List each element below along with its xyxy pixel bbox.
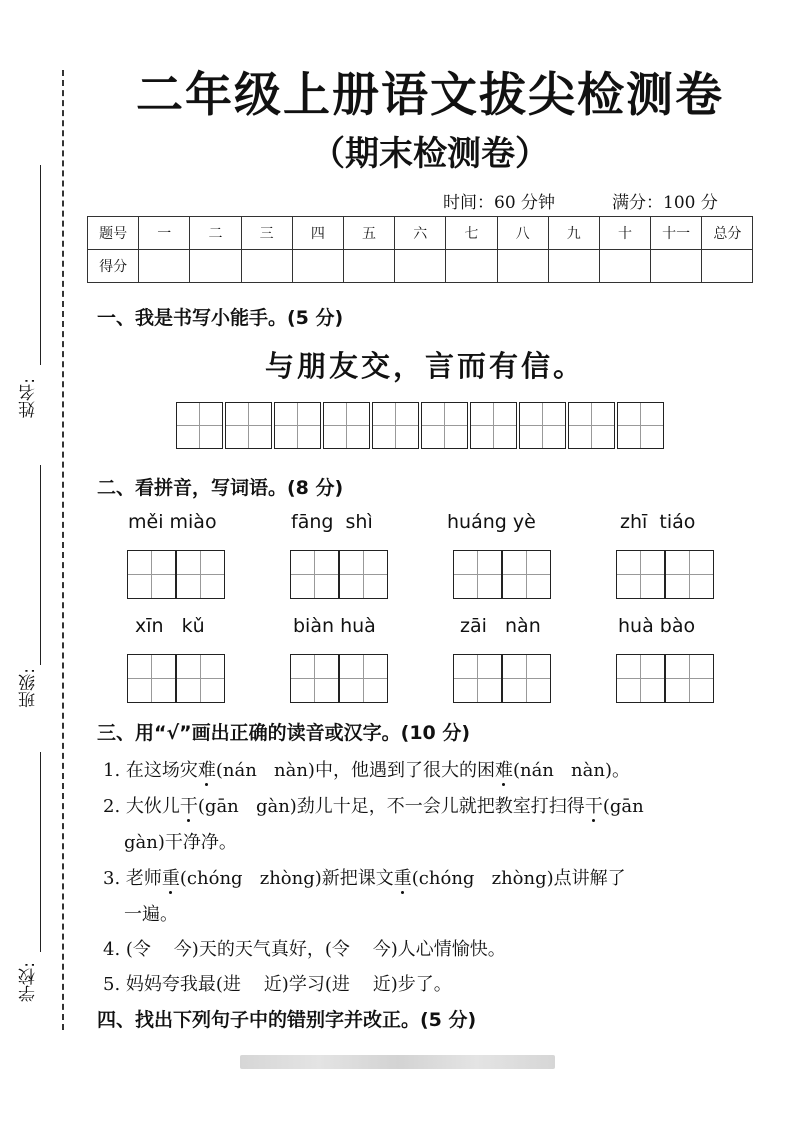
pinyin-label: huà bào bbox=[618, 615, 696, 637]
answer-cell[interactable] bbox=[616, 550, 665, 599]
header-cell: 六 bbox=[395, 217, 446, 250]
score-cell[interactable] bbox=[343, 250, 394, 283]
pinyin-label: fāng shì bbox=[291, 511, 373, 533]
header-cell: 五 bbox=[343, 217, 394, 250]
writing-cell[interactable] bbox=[568, 402, 615, 449]
name-label: 姓名: bbox=[19, 378, 39, 418]
question-3 bbox=[103, 864, 626, 890]
answer-cell[interactable] bbox=[616, 654, 665, 703]
header-cell: 十一 bbox=[651, 217, 702, 250]
page-subtitle: （期末检测卷） bbox=[311, 134, 549, 174]
q2-text: 2. 大伙儿 bbox=[103, 796, 180, 817]
writing-cell[interactable] bbox=[274, 402, 321, 449]
score-cell[interactable] bbox=[702, 250, 753, 283]
q1-options[interactable]: (nán nàn)中，他遇到了很大的困 bbox=[215, 760, 495, 781]
score-table-header-row bbox=[88, 217, 753, 250]
answer-cell[interactable] bbox=[127, 550, 176, 599]
school-label: 学校: bbox=[19, 962, 39, 1002]
writing-cell[interactable] bbox=[617, 402, 664, 449]
answer-cell[interactable] bbox=[339, 654, 388, 703]
header-cell: 二 bbox=[190, 217, 241, 250]
score-cell[interactable] bbox=[651, 250, 702, 283]
answer-box bbox=[290, 654, 388, 703]
score-cell[interactable] bbox=[548, 250, 599, 283]
answer-box bbox=[453, 654, 551, 703]
question-5[interactable]: 5. 妈妈夸我最(进 近)学习(进 近)步了。 bbox=[103, 974, 452, 995]
q3-target-char: 重 bbox=[161, 868, 180, 889]
q1-target-char: 难 bbox=[494, 760, 513, 781]
answer-cell[interactable] bbox=[502, 550, 551, 599]
school-field-line[interactable] bbox=[40, 752, 41, 952]
writing-cell[interactable] bbox=[323, 402, 370, 449]
answer-box bbox=[127, 654, 225, 703]
class-field-line[interactable] bbox=[40, 465, 41, 665]
header-cell: 八 bbox=[497, 217, 548, 250]
score-table-score-row bbox=[88, 250, 753, 283]
question-2-continued[interactable]: gàn)干净净。 bbox=[124, 832, 237, 853]
score-cell[interactable] bbox=[497, 250, 548, 283]
writing-grid-row bbox=[176, 402, 664, 449]
answer-box bbox=[616, 654, 714, 703]
answer-box bbox=[127, 550, 225, 599]
q1-text: 1. 在这场灾 bbox=[103, 760, 198, 781]
q1-target-char: 难 bbox=[197, 760, 216, 781]
answer-box bbox=[616, 550, 714, 599]
name-field-line[interactable] bbox=[40, 165, 41, 365]
q1-options[interactable]: (nán nàn)。 bbox=[512, 760, 630, 781]
header-cell: 九 bbox=[548, 217, 599, 250]
score-cell[interactable] bbox=[292, 250, 343, 283]
section1-heading: 一、我是书写小能手。(5 分) bbox=[97, 307, 344, 329]
pinyin-label: biàn huà bbox=[293, 615, 376, 637]
answer-box bbox=[453, 550, 551, 599]
copy-sentence: 与朋友交，言而有信。 bbox=[264, 349, 585, 383]
pinyin-label: zhī tiáo bbox=[620, 511, 696, 533]
score-cell[interactable] bbox=[446, 250, 497, 283]
q3-target-char: 重 bbox=[393, 868, 412, 889]
class-label: 班级: bbox=[19, 668, 39, 708]
answer-box bbox=[290, 550, 388, 599]
pinyin-label: měi miào bbox=[128, 511, 217, 533]
writing-cell[interactable] bbox=[176, 402, 223, 449]
answer-cell[interactable] bbox=[176, 654, 225, 703]
header-cell: 一 bbox=[139, 217, 190, 250]
score-table bbox=[87, 216, 753, 283]
q3-text: 3. 老师 bbox=[103, 868, 162, 889]
section3-heading: 三、用“√”画出正确的读音或汉字。(10 分) bbox=[97, 722, 471, 744]
score-label-cell: 得分 bbox=[88, 250, 139, 283]
answer-cell[interactable] bbox=[453, 654, 502, 703]
score-cell[interactable] bbox=[190, 250, 241, 283]
question-1 bbox=[103, 756, 630, 782]
writing-cell[interactable] bbox=[372, 402, 419, 449]
answer-cell[interactable] bbox=[453, 550, 502, 599]
answer-cell[interactable] bbox=[665, 654, 714, 703]
header-cell: 总分 bbox=[702, 217, 753, 250]
section4-heading: 四、找出下列句子中的错别字并改正。(5 分) bbox=[97, 1009, 477, 1031]
answer-cell[interactable] bbox=[502, 654, 551, 703]
answer-cell[interactable] bbox=[127, 654, 176, 703]
score-info: 满分：100 分 bbox=[612, 193, 718, 213]
score-cell[interactable] bbox=[599, 250, 650, 283]
q2-options[interactable]: (gān bbox=[602, 796, 644, 817]
writing-cell[interactable] bbox=[519, 402, 566, 449]
header-cell: 十 bbox=[599, 217, 650, 250]
score-cell[interactable] bbox=[139, 250, 190, 283]
watermark-blur bbox=[240, 1055, 555, 1069]
q2-options[interactable]: (gān gàn)劲儿十足，不一会儿就把教室打扫得 bbox=[197, 796, 585, 817]
score-cell[interactable] bbox=[241, 250, 292, 283]
header-cell: 七 bbox=[446, 217, 497, 250]
pinyin-label: zāi nàn bbox=[460, 615, 541, 637]
time-info: 时间：60 分钟 bbox=[443, 193, 556, 213]
answer-cell[interactable] bbox=[290, 654, 339, 703]
q3-options[interactable]: (chóng zhòng)点讲解了 bbox=[411, 868, 626, 889]
question-4[interactable]: 4. (令 今)天的天气真好，(令 今)人心情愉快。 bbox=[103, 939, 506, 960]
q2-target-char: 干 bbox=[179, 796, 198, 817]
writing-cell[interactable] bbox=[225, 402, 272, 449]
binding-dashed-line bbox=[62, 70, 64, 1030]
header-cell: 三 bbox=[241, 217, 292, 250]
answer-cell[interactable] bbox=[665, 550, 714, 599]
answer-cell[interactable] bbox=[290, 550, 339, 599]
header-label-cell: 题号 bbox=[88, 217, 139, 250]
answer-cell[interactable] bbox=[176, 550, 225, 599]
question-3-continued: 一遍。 bbox=[124, 904, 178, 925]
q3-options[interactable]: (chóng zhòng)新把课文 bbox=[179, 868, 394, 889]
q2-target-char: 干 bbox=[584, 796, 603, 817]
pinyin-label: xīn kǔ bbox=[135, 615, 205, 637]
page-title: 二年级上册语文拔尖检测卷 bbox=[136, 68, 724, 123]
writing-cell[interactable] bbox=[470, 402, 517, 449]
pinyin-label: huáng yè bbox=[447, 511, 536, 533]
section2-heading: 二、看拼音，写词语。(8 分) bbox=[97, 477, 344, 499]
score-cell[interactable] bbox=[395, 250, 446, 283]
header-cell: 四 bbox=[292, 217, 343, 250]
answer-cell[interactable] bbox=[339, 550, 388, 599]
writing-cell[interactable] bbox=[421, 402, 468, 449]
question-2 bbox=[103, 792, 644, 818]
